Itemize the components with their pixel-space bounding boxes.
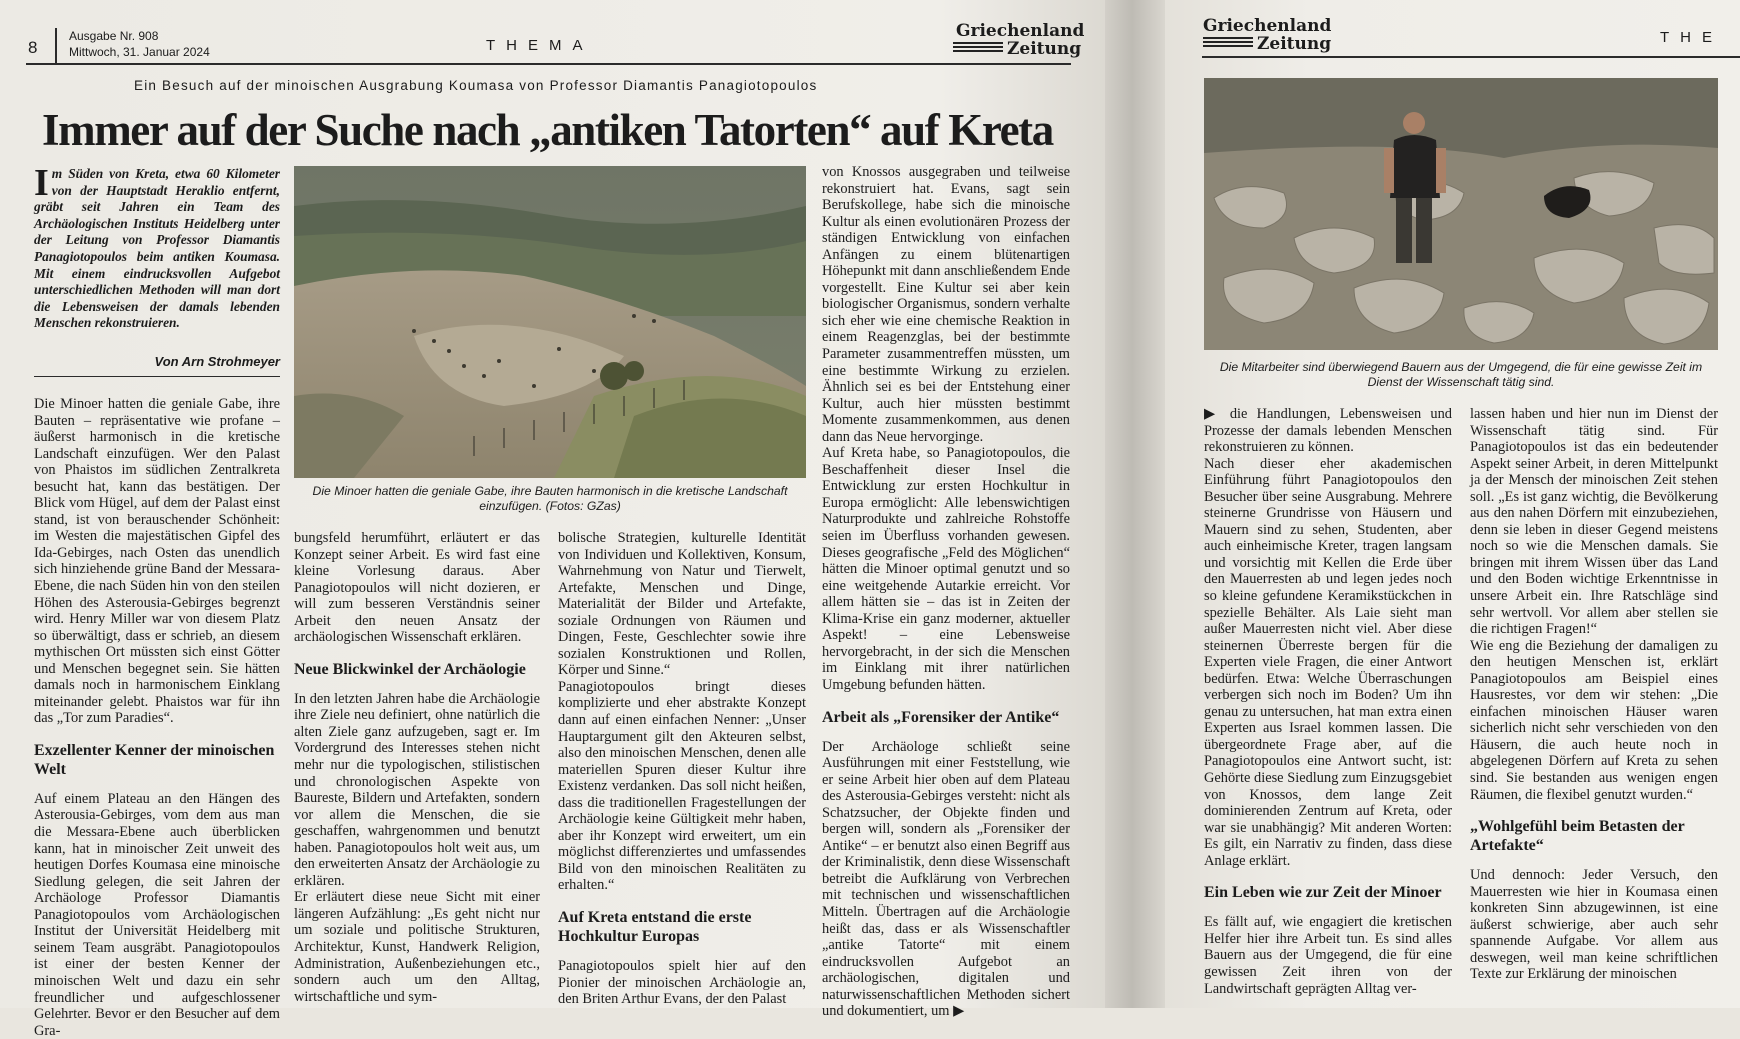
col4-paragraph: von Knossos ausgegraben und teilweise rekonstruiert hat. Evans, sagt sein Berufskollege, habe sich die minoische Kultur als einen evolutionären Prozess der ständigen Entwicklung von einfachen Anfängen zu einem blütenartigen Höhepunkt mit dann anschließendem Ende vorgestellt. Eine Kultur sei aber kein biologischer Organismus, sondern verhalte sich eher wie eine chemische Reaktion in einem Reagenzglas, bei der bestimmte Parameter zusammentreffen müssten, um eine bestimmte Wirkung zu erzielen. Ähnlich sei es bei der Entstehung einer Kultur, auch hier müssten bestimmt Momente zusammenkommen, aus denen dann das Neue hervorginge. <box>822 164 1070 445</box>
byline-rule <box>34 376 280 377</box>
subheading-forensiker: Arbeit als „Forensiker der Antike“ <box>822 708 1060 726</box>
col1-paragraph: Auf einem Plateau an den Hängen des Asterousia-Gebirges, vom dem aus man die Messara-Ebene auch überblicken kann, hat in minoischer Zeit unweit des heutigen Dorfes Koumasa eine minoische Siedlung gelegen, die seit Jahren der Archäologe Professor Diamantis Panagiotopoulos vom Archäologischen Institut der Universität Heidelberg mit seinem Team ausgräbt. Panagiotopoulos ist einer der besten Kenner der minoischen Welt und dazu ein sehr freundlicher und aufgeschlossener Gelehrter. Bevor er den Besucher auf dem Gra- <box>34 790 280 1039</box>
subheading-wohlgefuehl: „Wohlgefühl beim Betasten der Artefakte“ <box>1470 818 1685 855</box>
stones-illustration <box>1204 78 1718 350</box>
right-header-rule <box>1202 56 1740 58</box>
subheading-ein-leben: Ein Leben wie zur Zeit der Minoer <box>1204 884 1442 902</box>
subheading-auf-kreta-entstand: Auf Kreta entstand die erste Hochkultur Europas <box>558 909 752 946</box>
issue-number: Ausgabe Nr. 908 <box>69 29 159 43</box>
col2-paragraph: In den letzten Jahren habe die Archäologie ihre Ziele neu definiert, ohne natürlich die alten Ziele ganz aufzugeben, sagt er. Im Vordergrund des Interesses stehen nicht mehr nur die typologischen, stilistischen und chronologischen Aspekte von Baureste, Bildern und Artefakten, sondern vor allem die Menschen, die sie geschaffen, wahrgenommen und benutzt haben. Panagiotopoulos holt weit aus, um den erweiterten Ansatz der Archäologie zu erklären. <box>294 690 540 889</box>
issue-date: Mittwoch, 31. Januar 2024 <box>69 45 210 59</box>
byline: Von Arn Strohmeyer <box>154 354 280 369</box>
article-kicker: Ein Besuch auf der minoischen Ausgrabung Koumasa von Professor Diamantis Panagiotopoulos <box>134 78 818 93</box>
right-section-label: THE <box>1660 29 1723 46</box>
logo-stripes <box>953 42 1003 54</box>
lead-drop-cap: I <box>34 162 49 204</box>
article-headline: Immer auf der Suche nach „antiken Tatorten“ auf Kreta <box>42 105 1053 155</box>
col3-paragraph: bolische Strategien, kulturelle Identität von Individuen und Kollektiven, Konsum, Wahrnehmung von Natur und Tierwelt, Artefakte, Menschen und Dinge, Materialität der Bilder und Artefakte, soziale Ordnungen von Räumen und Dingen, Feste, Geschlechter sowie ihre sozialen Konstruktionen und Rollen, Körper und Sinne.“ <box>558 530 806 679</box>
article-column-1 <box>34 396 280 1039</box>
col2-paragraph: Er erläutert diese neue Sicht mit einer längeren Aufzählung: „Es geht nicht nur um soziale und politische Strukturen, Architektur, Kunst, Handwerk Religion, Administration, Außenbeziehungen etc., sondern auch um den Alltag, wirtschaftliche und sym- <box>294 889 540 1005</box>
header-divider-vertical <box>55 28 57 64</box>
col1-paragraph: Die Minoer hatten die geniale Gabe, ihre Bauten – repräsentative wie profane – äußerst harmonisch in die kretische Landschaft einzufügen. Wer den Palast von Phaistos im südlichen Zentralkreta besucht hat, kann das bestätigen. Der Blick vom Hügel, auf dem der Palast einst stand, ist von berauschender Schönheit: im Westen die majestätischen Gipfel des Ida-Gebirges, nach Osten das unendlich sich hinziehende grüne Band der Messara-Ebene, die nach Süden hin von den steilen Höhen des Asterousia-Gebirges begrenzt wird. Henry Miller war von diesem Platz so überwältigt, dass er schrieb, an diesem mythischen Ort müssten sich einst Götter und Menschen begegnet sein. Sie hätten damals noch in harmonischem Einklang miteinander gelebt. Phaistos war für ihn das „Tor zum Paradies“. <box>34 396 280 727</box>
col6-paragraph: Wie eng die Beziehung der damaligen zu den heutigen Menschen ist, erklärt Panagiotopoulos am Beispiel eines Hausrestes, vor dem wir stehen: „Die einfachen minoischen Häuser waren sicherlich nicht sehr verschieden von den Häusern, die auch heute noch in abgelegenen Dörfern auf Kreta zu sehen sind. Sie bestanden aus wenigen engen Räumen, die flexibel genutzt wurden.“ <box>1470 637 1718 803</box>
col4-paragraph: Der Archäologe schließt seine Ausführungen mit einer Feststellung, wie er seine Arbeit hier oben auf dem Plateau des Asterousia-Gebirges versteht: nicht als Schatzsucher, der Objekte finden und bergen will, sondern als „Forensiker der Antike“ – er benutzt also einen Begriff aus der Kriminalistik, denn diese Wissenschaft betreibt die Aufklärung von Verbrechen mit technischen und wissenschaftlichen Mitteln. Übertragen auf die Archäologie heißt das, dass er als Wissenschaftler „antike Tatorte“ mit einem eindrucksvollen Aufgebot an archäologischen, digitalen und naturwissenschaftlichen Methoden sichert und dokumentiert, um ▶ <box>822 738 1070 1020</box>
section-label: THEMA <box>486 37 594 54</box>
article-column-6 <box>1470 406 1718 998</box>
col2-paragraph: bungsfeld herumführt, erläutert er das Konzept seiner Arbeit. Es wird fast eine kleine Vorlesung daraus. Aber Panagiotopoulos will nicht dozieren, er will zum besseren Verständnis seiner Arbeit den neuen Ansatz der archäologischen Wissenschaft erklären. <box>294 530 540 646</box>
col3-paragraph: Panagiotopoulos spielt hier auf den Pionier der minoischen Archäologie an, den Briten Arthur Evans, der den Palast <box>558 958 806 1008</box>
col4-paragraph: Auf Kreta habe, so Panagiotopoulos, die Beschaffenheit dieser Insel die Entwicklung zur ersten Hochkultur in Europa ermöglicht: Alle lebenswichtigen Naturprodukte und zahlreiche Rohstoffe seien im Überfluss vorhanden gewesen. Dieses geografische „Feld des Möglichen“ hätten die Minoer optimal genutzt und so eine weitgehende Autarkie erreicht. Vor allem hätten sie – das ist in Zeiten der Klima-Krise ein ganz moderner, aktueller Aspekt! – eine Lebensweise hervorgebracht, in der sich die Menschen im Einklang mit ihrer natürlichen Umgebung befunden hätten. <box>822 445 1070 693</box>
article-column-4 <box>822 164 1070 1020</box>
page-number: 8 <box>28 38 38 57</box>
subheading-exzellenter-kenner: Exzellenter Kenner der minoischen Welt <box>34 741 275 778</box>
article-lead <box>34 162 280 332</box>
article-column-2 <box>294 530 540 1005</box>
col5-paragraph: ▶ die Handlungen, Lebensweisen und Prozesse der damals lebenden Menschen rekonstruieren zu können. <box>1204 406 1452 456</box>
lead-text: m Süden von Kreta, etwa 60 Kilometer von der Hauptstadt Heraklio entfernt, gräbt seit Jahren ein Team des Archäologischen Instituts Heidelberg unter der Leitung von Professor Diamantis Panagiotopoulos beim antiken Koumasa. Mit einem eindrucksvollen Aufgebot unterschiedlichen Methoden will man dort die Lebensweisen der damals lebenden Menschen rekonstruieren. <box>34 166 280 331</box>
worker-stones-photo <box>1204 78 1718 350</box>
right-logo-zeitung: Zeitung <box>1257 34 1332 54</box>
main-photo-caption: Die Minoer hatten die geniale Gabe, ihre Bauten harmonisch in die kretische Landschaft einzufügen. (Fotos: GZas) <box>312 484 788 513</box>
article-column-5 <box>1204 406 1452 998</box>
right-logo-griechenland: Griechenland <box>1203 16 1332 36</box>
logo-zeitung: Zeitung <box>1007 39 1082 59</box>
right-photo-caption: Die Mitarbeiter sind überwiegend Bauern aus der Umgegend, die für eine gewisse Zeit im Dienst der Wissenschaft tätig sind. <box>1219 360 1703 389</box>
right-logo-stripes <box>1203 37 1253 49</box>
col3-paragraph: Panagiotopoulos bringt dieses komplizierte und eher abstrakte Konzept dann auf einen einfachen Nenner: „Unser Hauptargument gilt den Akteuren selbst, also den minoischen Menschen, denen alle materiellen Spuren dieser Kultur ihre Existenz verdanken. Das soll nicht heißen, dass die traditionellen Fragestellungen der Archäologie keine Gültigkeit mehr haben, aber ihr Konzept wird erweitert, um ein möglichst differenziertes und umfassendes Bild von den minoischen Realitäten zu erhalten.“ <box>558 678 806 894</box>
article-column-3 <box>558 530 806 1008</box>
col5-paragraph: Nach dieser eher akademischen Einführung führt Panagiotopoulos den Besucher über seine Ausgrabung. Mehrere steinerne Grundrisse von Häusern und Mauern sind zu sehen, Studenten, aber auch einheimische Kreter, tragen langsam und vorsichtig mit Kellen die Erde über den Mauerresten ab und legen jedes noch so kleine gefundene Keramikstückchen in spezielle Behälter. Als Laie sieht man außer Mauerresten nicht viel. Aber diese steinernen Überreste bergen für die Experten viele Fragen, die einer Antwort bedürfen. Etwa: Welche Überraschungen verbergen sich noch im Boden? Um ihn genau zu untersuchen, hat man extra einen Experten aus Israel kommen lassen. Die übergeordnete Frage aber, auf die Panagiotopoulos eine Antwort sucht, ist: Gehörte diese Siedlung zum Einzugsgebiet von Knossos, dem lange Zeit dominierenden Zentrum auf Kreta, oder war sie unabhängig? Mit anderen Worten: Es gilt, ein Narrativ zu finden, dass diese Anlage erklärt. <box>1204 455 1452 869</box>
page-gutter <box>1105 0 1165 1008</box>
excavation-landscape-photo <box>294 166 806 478</box>
newspaper-logo <box>953 21 1085 60</box>
col6-paragraph: Und dennoch: Jeder Versuch, den Mauerresten wie hier in Koumasa einen konkreten Sinn abzugewinnen, ist eine äußerst schwierige, aber auch sehr spannende Aufgabe. Vor allem aus deswegen, weil man keine schriftlichen Texte zur Erklärung der minoischen <box>1470 867 1718 983</box>
header-rule <box>26 63 1071 65</box>
col5-paragraph: Es fällt auf, wie engagiert die kretischen Helfer hier ihre Arbeit tun. Es sind alles Bauern aus der Umgegend, die für eine gewissen Zeit ihren von der Landwirtschaft geprägten Alltag ver- <box>1204 914 1452 997</box>
right-newspaper-logo <box>1203 16 1332 55</box>
landscape-illustration <box>294 166 806 478</box>
subheading-neue-blickwinkel: Neue Blickwinkel der Archäologie <box>294 660 526 678</box>
logo-griechenland: Griechenland <box>956 21 1085 41</box>
col6-paragraph: lassen haben und hier nun im Dienst der Wissenschaft tätig sind. Für Panagiotopoulos ist das ein bedeutender Aspekt seiner Arbeit, in deren Mittelpunkt ja der Mensch der minoischen Zeit stehen soll. „Es ist ganz wichtig, die Bevölkerung aus den nahen Dörfern mit einzubeziehen, denn sie leben in dieser Gegend meistens noch so wie die Menschen damals. Sie bringen mit ihrem Wissen über das Land und den Boden wichtige Erkenntnisse in unsere Arbeit ein. Ihre Ratschläge sind sehr wertvoll. Vor allem aber stellen sie die richtigen Fragen!“ <box>1470 406 1718 638</box>
